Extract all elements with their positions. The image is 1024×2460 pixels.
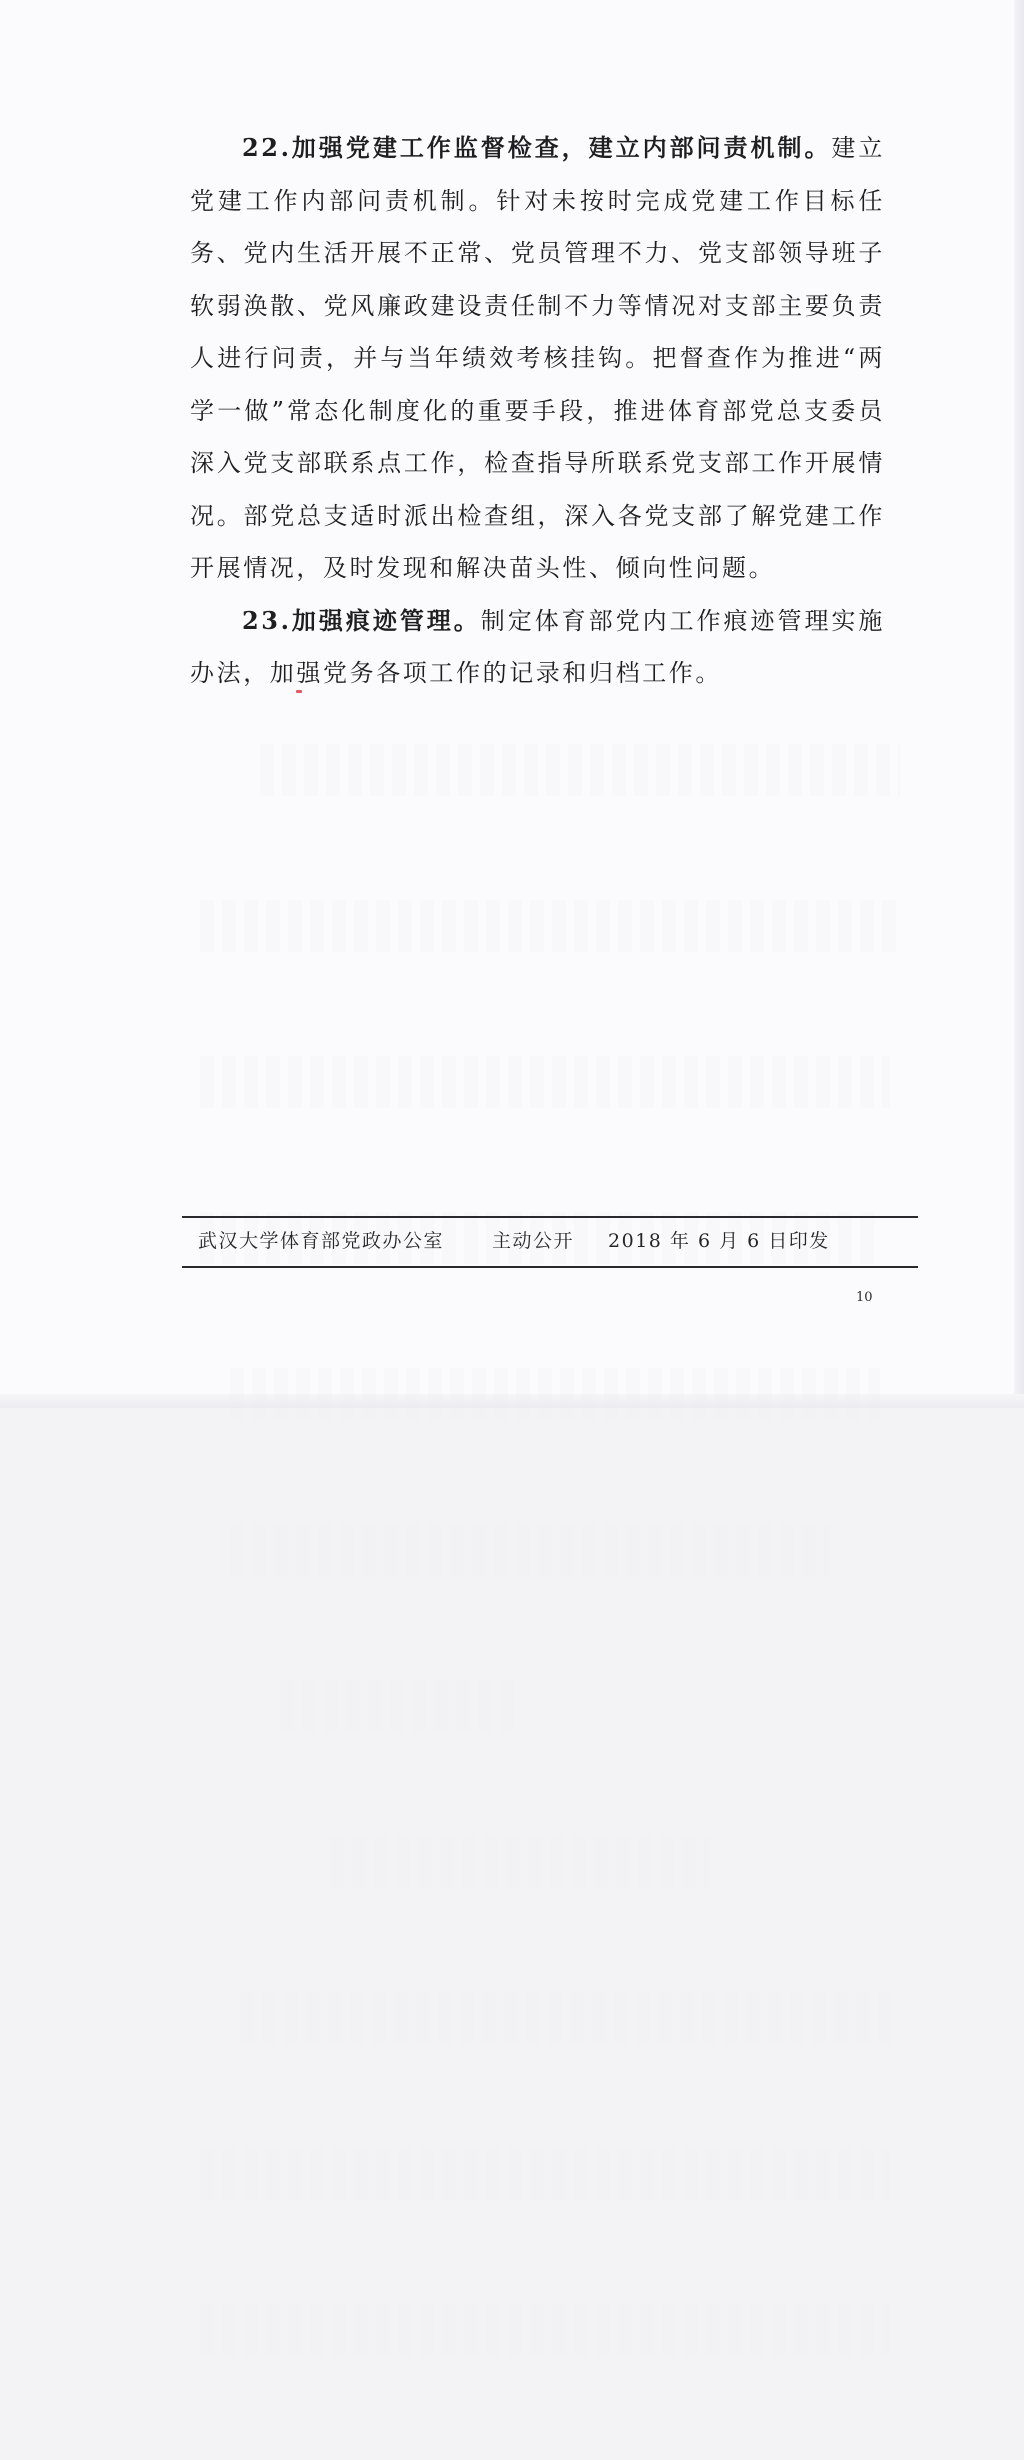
footer-rule-bottom [182, 1266, 918, 1268]
document-body [190, 122, 885, 700]
bleed-through-texture [200, 640, 900, 2460]
footer-issue-date: 2018 年 6 月 6 日印发 [608, 1230, 830, 1252]
paragraph-23-title: 23.加强痕迹管理。 [242, 605, 481, 635]
scan-edge [1014, 0, 1024, 1408]
page-number: 10 [856, 1290, 873, 1305]
paragraph-22-title: 22.加强党建工作监督检查，建立内部问责机制。 [242, 133, 832, 162]
footer-office: 武汉大学体育部党政办公室 [198, 1230, 445, 1252]
footer-info [198, 1223, 830, 1259]
paragraph-22-body: 建立党建工作内部问责机制。针对未按时完成党建工作目标任务、党内生活开展不正常、党员管理不力、党支部领导班子软弱涣散、党风廉政建设责任制不力等情况对支部主要负责人进行问责，并与当年绩效考核挂钩。把督查作为推进“两学一做”常态化制度化的重要手段，推进体育部党总支委员深入党支部联系点工作，检查指导所联系党支部工作开展情况。部党总支适时派出检查组，深入各党支部了解党建工作开展情况，及时发现和解决苗头性、倾向性问题。 [190, 134, 885, 582]
paragraph-23-body: 制定体育部党内工作痕迹管理实施办法，加强党务各项工作的记录和归档工作。 [190, 606, 885, 687]
paragraph-22 [190, 122, 885, 595]
ink-speck [296, 690, 302, 693]
footer-disclosure: 主动公开 [492, 1230, 575, 1252]
footer-rule-top [182, 1216, 918, 1218]
